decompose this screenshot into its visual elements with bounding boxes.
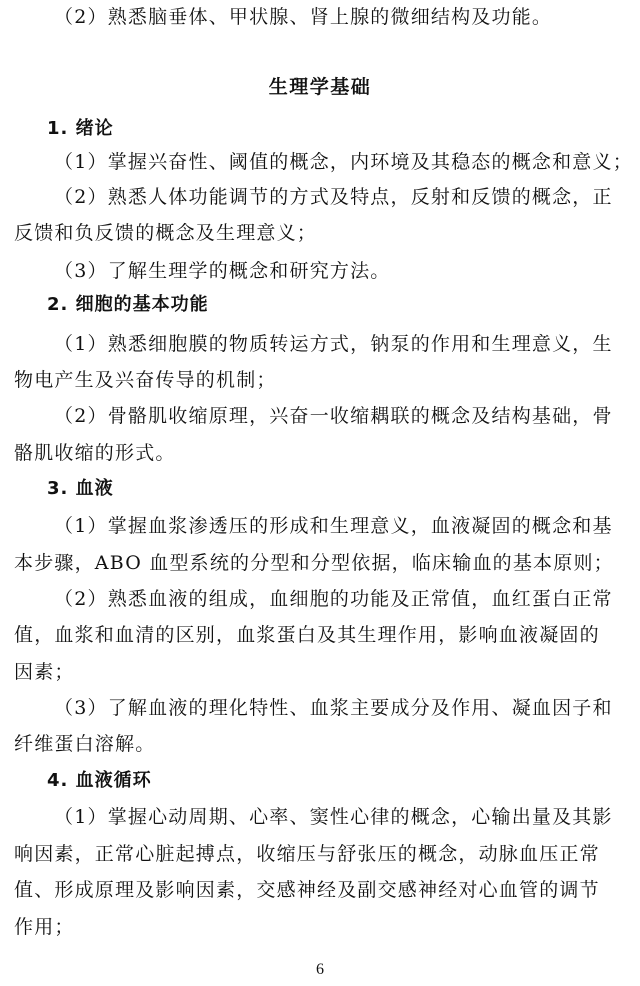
- paragraph: （3）了解血液的理化特性、血浆主要成分及作用、凝血因子和: [54, 697, 613, 719]
- heading-2: 2. 细胞的基本功能: [47, 294, 209, 315]
- paragraph: （2）骨骼肌收缩原理，兴奋一收缩耦联的概念及结构基础，骨: [54, 405, 613, 427]
- paragraph-continuation: 物电产生及兴奋传导的机制；: [14, 369, 277, 391]
- paragraph: （1）熟悉细胞膜的物质转运方式，钠泵的作用和生理意义，生: [54, 333, 613, 355]
- paragraph-continuation: 本步骤，ABO 血型系统的分型和分型依据，临床输血的基本原则；: [14, 552, 614, 574]
- paragraph: （3）了解生理学的概念和研究方法。: [54, 260, 391, 282]
- paragraph-continuation: 骼肌收缩的形式。: [14, 442, 176, 464]
- paragraph-continuation: 值、形成原理及影响因素，交感神经及副交感神经对心血管的调节: [14, 879, 600, 901]
- paragraph: （2）熟悉血液的组成，血细胞的功能及正常值，血红蛋白正常: [54, 588, 613, 610]
- paragraph: （1）掌握心动周期、心率、窦性心律的概念，心输出量及其影: [54, 806, 613, 828]
- paragraph-continuation: 反馈和负反馈的概念及生理意义；: [14, 222, 318, 244]
- section-title: 生理学基础: [268, 76, 372, 98]
- paragraph-continuation: 因素；: [14, 661, 75, 683]
- paragraph: （1）掌握血浆渗透压的形成和生理意义，血液凝固的概念和基: [54, 515, 613, 537]
- heading-3: 3. 血液: [47, 478, 114, 499]
- paragraph: （2）熟悉人体功能调节的方式及特点，反射和反馈的概念，正: [54, 186, 613, 208]
- heading-4: 4. 血液循环: [47, 770, 152, 791]
- paragraph-continuation: 作用；: [14, 916, 75, 938]
- paragraph-continuation: 纤维蛋白溶解。: [14, 733, 156, 755]
- heading-1: 1. 绪论: [47, 118, 114, 139]
- paragraph-continuation: 响因素，正常心脏起搏点，收缩压与舒张压的概念，动脉血压正常: [14, 843, 600, 865]
- paragraph: （1）掌握兴奋性、阈值的概念，内环境及其稳态的概念和意义；: [54, 151, 633, 173]
- paragraph-continuation: 值，血浆和血清的区别，血浆蛋白及其生理作用，影响血液凝固的: [14, 624, 600, 646]
- page-number: 6: [316, 961, 324, 978]
- intro-item: （2）熟悉脑垂体、甲状腺、肾上腺的微细结构及功能。: [54, 6, 553, 28]
